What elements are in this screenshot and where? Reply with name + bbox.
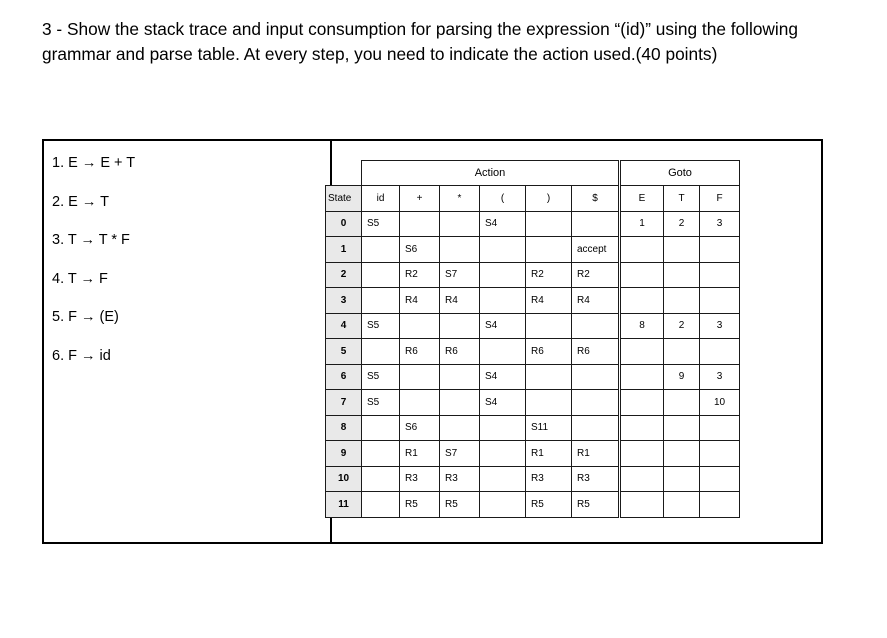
action-cell <box>400 211 440 237</box>
column-header: ) <box>526 186 572 212</box>
table-row <box>326 313 740 339</box>
action-cell <box>440 390 480 416</box>
table-row <box>326 237 740 263</box>
action-header: Action <box>362 161 620 186</box>
column-header: $ <box>572 186 620 212</box>
action-cell <box>362 441 400 467</box>
action-cell: R5 <box>572 492 620 518</box>
column-header: ( <box>480 186 526 212</box>
state-cell: 3 <box>326 288 362 314</box>
goto-cell <box>700 288 740 314</box>
goto-cell <box>664 441 700 467</box>
table-row <box>326 262 740 288</box>
action-cell: R3 <box>526 466 572 492</box>
state-cell: 5 <box>326 339 362 365</box>
goto-cell <box>700 492 740 518</box>
state-cell: 7 <box>326 390 362 416</box>
action-cell <box>362 237 400 263</box>
goto-cell: 2 <box>664 313 700 339</box>
action-cell: S5 <box>362 390 400 416</box>
action-cell: S4 <box>480 390 526 416</box>
goto-cell: 3 <box>700 313 740 339</box>
parse-table-body <box>326 211 740 517</box>
goto-cell: 10 <box>700 390 740 416</box>
goto-cell <box>700 466 740 492</box>
action-cell: S7 <box>440 441 480 467</box>
column-header: T <box>664 186 700 212</box>
column-header: E <box>620 186 664 212</box>
action-cell <box>480 441 526 467</box>
state-cell: 0 <box>326 211 362 237</box>
action-cell: R6 <box>572 339 620 365</box>
action-cell <box>440 415 480 441</box>
action-cell <box>526 211 572 237</box>
action-cell: S7 <box>440 262 480 288</box>
action-cell: R3 <box>400 466 440 492</box>
goto-cell <box>700 339 740 365</box>
action-cell <box>572 313 620 339</box>
state-cell: 11 <box>326 492 362 518</box>
action-cell <box>400 313 440 339</box>
action-cell: R4 <box>440 288 480 314</box>
action-cell: S11 <box>526 415 572 441</box>
state-cell: 4 <box>326 313 362 339</box>
state-cell: 6 <box>326 364 362 390</box>
action-cell: R3 <box>440 466 480 492</box>
action-cell: R4 <box>526 288 572 314</box>
action-cell <box>362 339 400 365</box>
goto-cell <box>620 492 664 518</box>
goto-cell <box>620 237 664 263</box>
action-cell: R2 <box>572 262 620 288</box>
goto-cell <box>664 390 700 416</box>
action-cell: R5 <box>526 492 572 518</box>
action-cell: S6 <box>400 237 440 263</box>
goto-cell <box>664 237 700 263</box>
action-cell: accept <box>572 237 620 263</box>
action-cell <box>480 492 526 518</box>
action-cell: S5 <box>362 364 400 390</box>
action-cell <box>480 339 526 365</box>
action-cell: S4 <box>480 364 526 390</box>
grammar-rule: 5. F → (E) <box>52 309 119 325</box>
column-header-row <box>326 186 740 212</box>
state-cell: 9 <box>326 441 362 467</box>
parse-table <box>325 160 740 518</box>
action-cell: S6 <box>400 415 440 441</box>
action-cell: R4 <box>400 288 440 314</box>
goto-cell <box>700 441 740 467</box>
goto-cell <box>664 262 700 288</box>
action-cell <box>400 390 440 416</box>
grammar-rule: 4. T → F <box>52 270 108 287</box>
goto-cell <box>620 441 664 467</box>
table-row <box>326 364 740 390</box>
table-row <box>326 492 740 518</box>
goto-cell <box>620 288 664 314</box>
action-cell <box>362 415 400 441</box>
table-row <box>326 441 740 467</box>
action-cell <box>480 415 526 441</box>
table-row <box>326 415 740 441</box>
table-row <box>326 288 740 314</box>
action-cell: R2 <box>400 262 440 288</box>
action-cell <box>400 364 440 390</box>
action-cell: R1 <box>526 441 572 467</box>
goto-header: Goto <box>620 161 740 186</box>
action-cell <box>526 364 572 390</box>
table-row <box>326 211 740 237</box>
action-cell <box>480 262 526 288</box>
action-cell <box>480 237 526 263</box>
action-cell <box>526 313 572 339</box>
goto-cell: 3 <box>700 211 740 237</box>
state-column-header: State <box>326 186 362 212</box>
state-cell: 10 <box>326 466 362 492</box>
goto-cell <box>620 364 664 390</box>
action-cell: S5 <box>362 313 400 339</box>
table-corner <box>326 161 362 186</box>
action-cell: R6 <box>526 339 572 365</box>
goto-cell: 9 <box>664 364 700 390</box>
action-cell: S5 <box>362 211 400 237</box>
action-cell <box>572 211 620 237</box>
action-cell: R6 <box>440 339 480 365</box>
goto-cell: 2 <box>664 211 700 237</box>
action-cell: R6 <box>400 339 440 365</box>
action-cell: R5 <box>440 492 480 518</box>
state-cell: 1 <box>326 237 362 263</box>
action-cell: R3 <box>572 466 620 492</box>
action-cell <box>440 237 480 263</box>
state-cell: 2 <box>326 262 362 288</box>
goto-cell <box>664 339 700 365</box>
action-cell <box>362 262 400 288</box>
grammar-rule: 6. F → id <box>52 347 111 364</box>
goto-cell <box>700 262 740 288</box>
action-cell <box>362 466 400 492</box>
goto-cell <box>664 466 700 492</box>
table-row <box>326 466 740 492</box>
action-cell: R4 <box>572 288 620 314</box>
column-header: id <box>362 186 400 212</box>
goto-cell: 8 <box>620 313 664 339</box>
action-cell: R1 <box>400 441 440 467</box>
grammar-rule: 1. E → E + T <box>52 155 136 171</box>
grammar-rule: 3. T → T * F <box>52 232 130 248</box>
goto-cell <box>620 415 664 441</box>
question-text: 3 - Show the stack trace and input consumption for parsing the expression “(id)” using the following grammar and parse table. At every step, you need to indicate the action used.(40 points) <box>42 19 798 64</box>
column-header: * <box>440 186 480 212</box>
goto-cell <box>700 415 740 441</box>
action-cell <box>480 466 526 492</box>
grammar-rule: 2. E → T <box>52 193 109 210</box>
goto-cell <box>620 466 664 492</box>
action-cell: R1 <box>572 441 620 467</box>
action-cell <box>526 390 572 416</box>
action-cell <box>362 492 400 518</box>
goto-cell <box>700 237 740 263</box>
action-cell <box>572 415 620 441</box>
action-cell <box>526 237 572 263</box>
goto-cell: 1 <box>620 211 664 237</box>
goto-cell: 3 <box>700 364 740 390</box>
grammar-rules <box>52 153 135 384</box>
goto-cell <box>664 415 700 441</box>
table-row <box>326 339 740 365</box>
action-cell <box>440 313 480 339</box>
action-cell <box>572 364 620 390</box>
goto-cell <box>620 262 664 288</box>
goto-cell <box>664 288 700 314</box>
goto-cell <box>620 390 664 416</box>
goto-cell <box>664 492 700 518</box>
action-cell: S4 <box>480 313 526 339</box>
column-header: F <box>700 186 740 212</box>
action-cell <box>440 364 480 390</box>
action-cell <box>440 211 480 237</box>
goto-cell <box>620 339 664 365</box>
action-cell: S4 <box>480 211 526 237</box>
action-cell: R5 <box>400 492 440 518</box>
column-header: + <box>400 186 440 212</box>
table-row <box>326 390 740 416</box>
action-cell <box>572 390 620 416</box>
state-cell: 8 <box>326 415 362 441</box>
action-cell <box>362 288 400 314</box>
action-cell <box>480 288 526 314</box>
action-cell: R2 <box>526 262 572 288</box>
